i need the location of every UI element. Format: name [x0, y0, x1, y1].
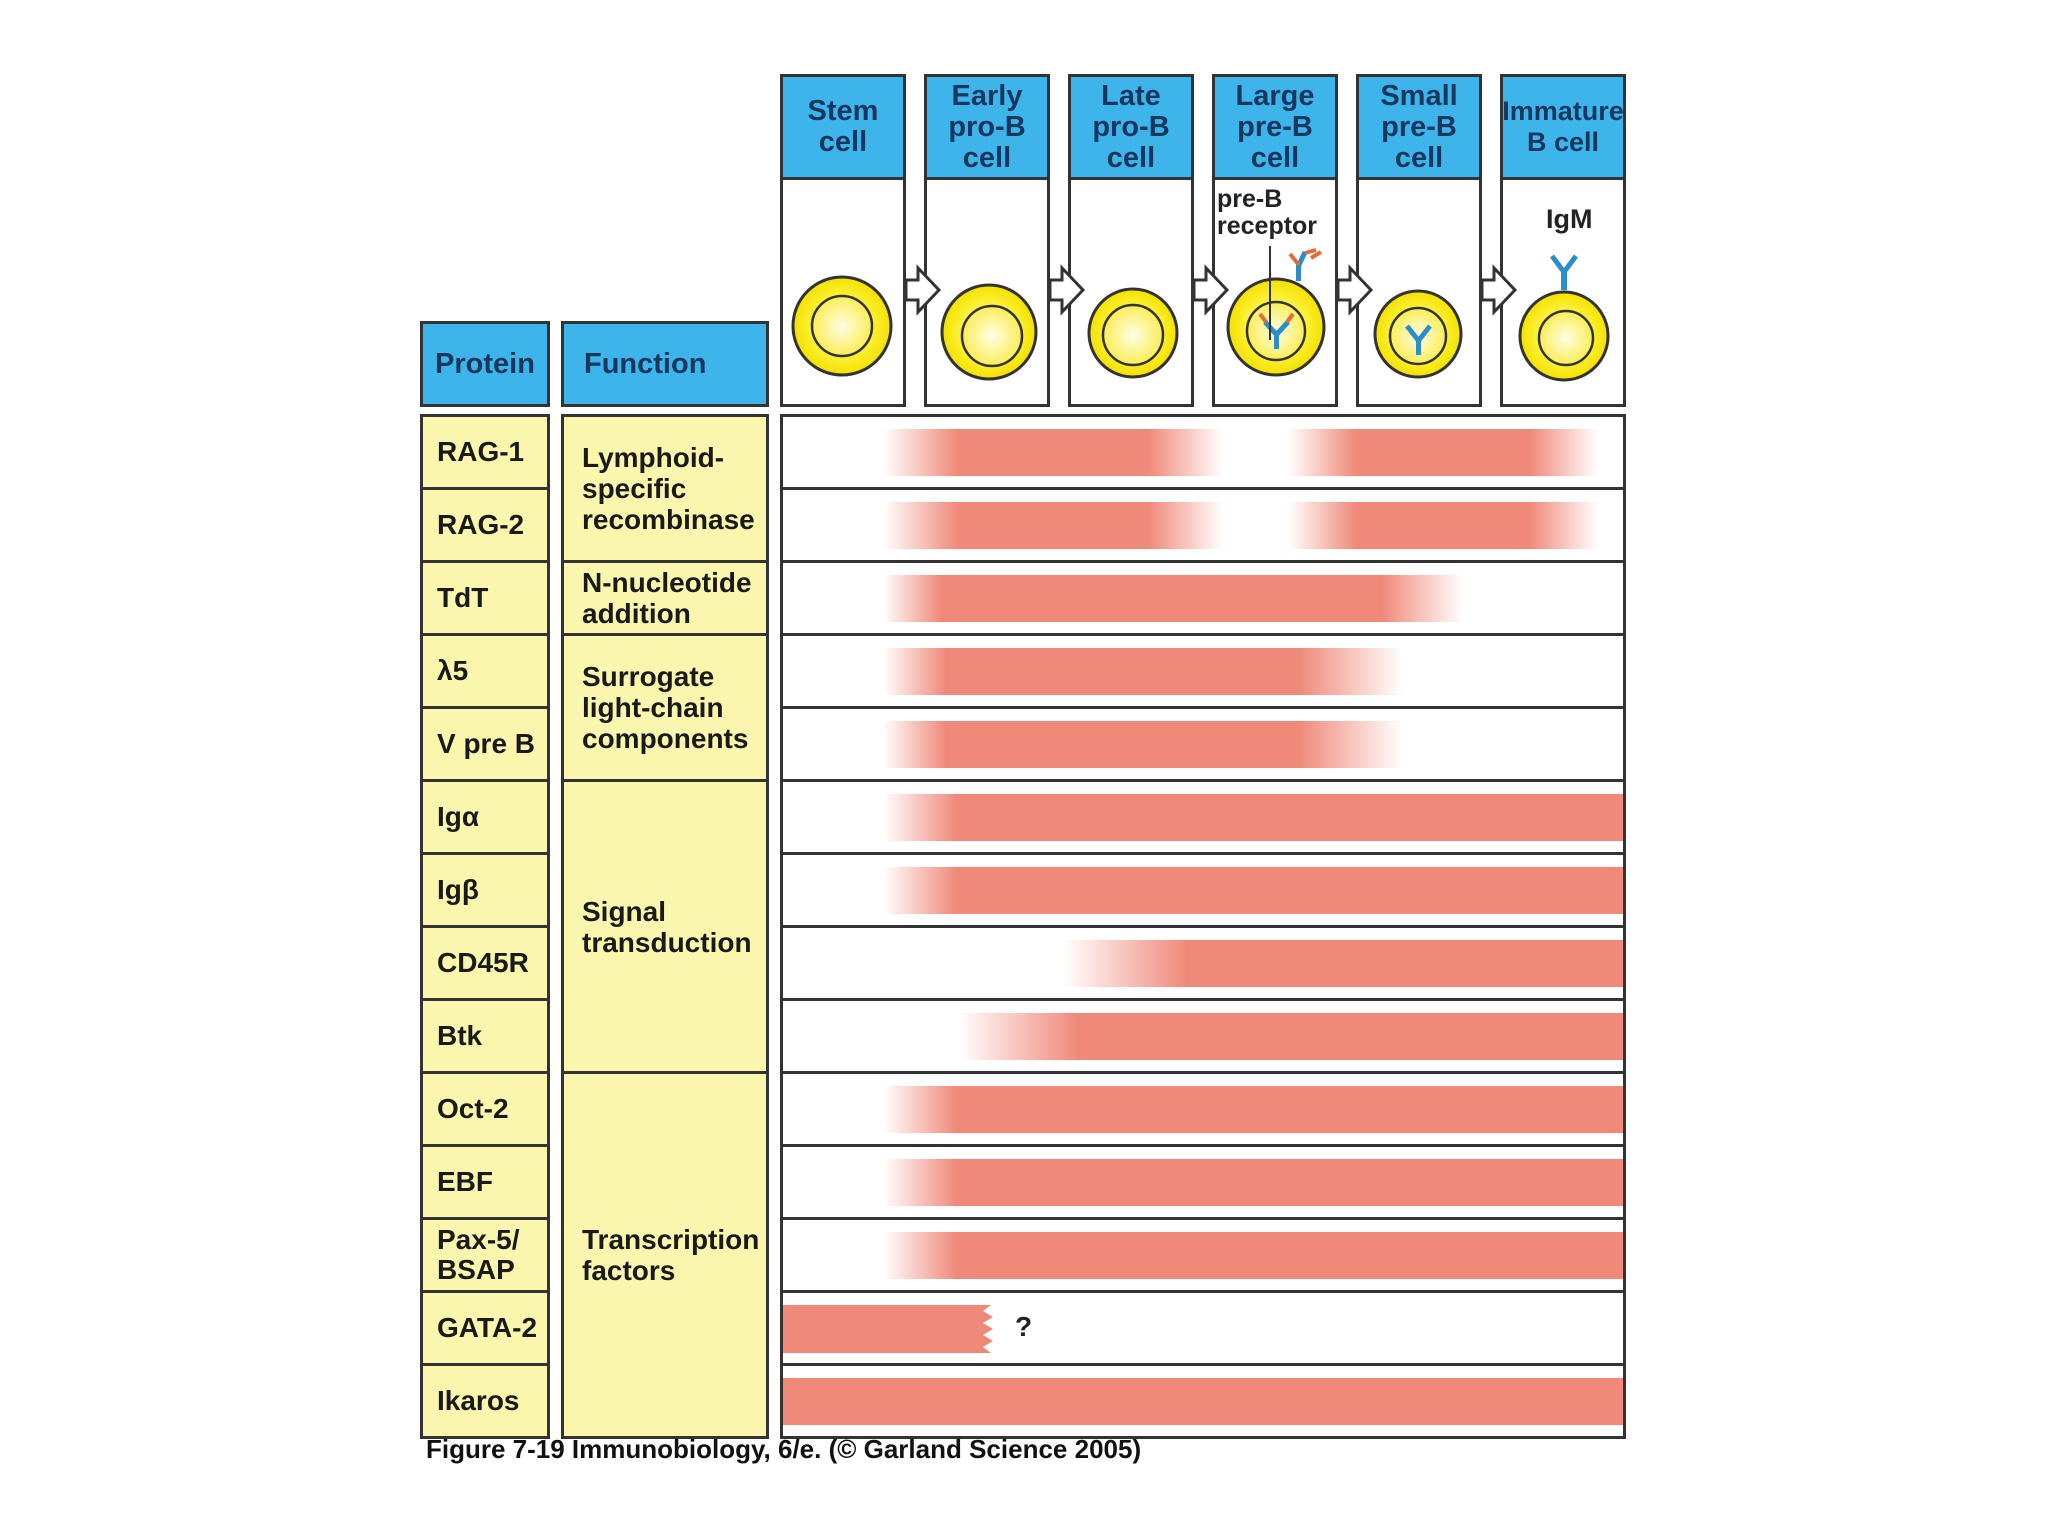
expression-bar [883, 867, 1623, 914]
expression-row-rag-2 [780, 487, 1626, 563]
protein-pax-5: Pax-5/ BSAP [420, 1217, 550, 1293]
expression-bar [883, 794, 1623, 841]
protein-oct-2: Oct-2 [420, 1071, 550, 1147]
protein-rag-2: RAG-2 [420, 487, 550, 563]
protein-ig-alpha: Igα [420, 779, 550, 855]
function-header: Function [561, 321, 769, 407]
expression-bar [883, 1159, 1623, 1206]
stage-header-early-pro-b: Early pro-B cell [924, 74, 1050, 180]
stage-header-small-pre-b: Small pre-B cell [1356, 74, 1482, 180]
late-pro-b-cell-icon [1089, 289, 1177, 377]
expression-row-gata-2 [780, 1290, 1626, 1366]
function-surrogate-light-chain: Surrogate light-chain components [561, 633, 769, 782]
protein-header: Protein [420, 321, 550, 407]
expression-bar [883, 429, 1223, 476]
protein-lambda5: λ5 [420, 633, 550, 709]
stage-header-late-pro-b: Late pro-B cell [1068, 74, 1194, 180]
expression-bar [883, 502, 1223, 549]
expression-row-ig-alpha [780, 779, 1626, 855]
expression-row-btk [780, 998, 1626, 1074]
arrow-icon [906, 268, 939, 312]
expression-row-vpreb [780, 706, 1626, 782]
function-recombinase: Lymphoid- specific recombinase [561, 414, 769, 563]
protein-tdt: TdT [420, 560, 550, 636]
protein-gata-2: GATA-2 [420, 1290, 550, 1366]
expression-row-rag-1 [780, 414, 1626, 490]
protein-vpreb: V pre B [420, 706, 550, 782]
protein-rag-1: RAG-1 [420, 414, 550, 490]
expression-row-oct-2 [780, 1071, 1626, 1147]
arrow-icon [1338, 268, 1371, 312]
expression-bar [1288, 429, 1598, 476]
expression-row-tdt [780, 560, 1626, 636]
expression-row-ebf [780, 1144, 1626, 1220]
protein-btk: Btk [420, 998, 550, 1074]
expression-row-pax-5 [780, 1217, 1626, 1293]
arrow-icon [1050, 268, 1083, 312]
expression-row-ig-beta [780, 852, 1626, 928]
expression-bar [783, 1378, 1623, 1425]
figure-caption: Figure 7-19 Immunobiology, 6/e. (© Garland Science 2005) [426, 1434, 1142, 1464]
protein-cd45r: CD45R [420, 925, 550, 1001]
expression-bar [883, 1086, 1623, 1133]
function-n-nucleotide: N-nucleotide addition [561, 560, 769, 636]
expression-row-ikaros [780, 1363, 1626, 1439]
pre-b-receptor-label: pre-B receptor [1217, 185, 1318, 240]
expression-bar [883, 721, 1403, 768]
expression-bar [883, 648, 1403, 695]
expression-row-cd45r [780, 925, 1626, 1001]
protein-ikaros: Ikaros [420, 1363, 550, 1439]
expression-bar [1063, 940, 1623, 987]
expression-bar [958, 1013, 1623, 1060]
immature-b-cell-icon [1520, 256, 1608, 380]
protein-ig-beta: Igβ [420, 852, 550, 928]
expression-bar [883, 1232, 1623, 1279]
small-pre-b-cell-icon [1375, 291, 1461, 377]
stage-header-large-pre-b: Large pre-B cell [1212, 74, 1338, 180]
expression-row-lambda5 [780, 633, 1626, 709]
uncertain-mark: ? [1015, 1311, 1033, 1342]
expression-bar-torn [783, 1305, 1003, 1353]
large-pre-b-cell-icon [1228, 246, 1324, 375]
expression-bar [883, 575, 1463, 622]
stage-header-immature-b: Immature B cell [1500, 74, 1626, 180]
early-pro-b-cell-icon [942, 285, 1036, 379]
arrow-icon [1482, 268, 1515, 312]
function-transcription-factors: Transcription factors [561, 1071, 769, 1439]
stem-cell-icon [793, 277, 891, 375]
expression-bar [1288, 502, 1598, 549]
arrow-icon [1194, 268, 1227, 312]
function-signal-transduction: Signal transduction [561, 779, 769, 1074]
protein-ebf: EBF [420, 1144, 550, 1220]
igm-label: IgM [1546, 204, 1593, 234]
stage-header-stem-cell: Stem cell [780, 74, 906, 180]
